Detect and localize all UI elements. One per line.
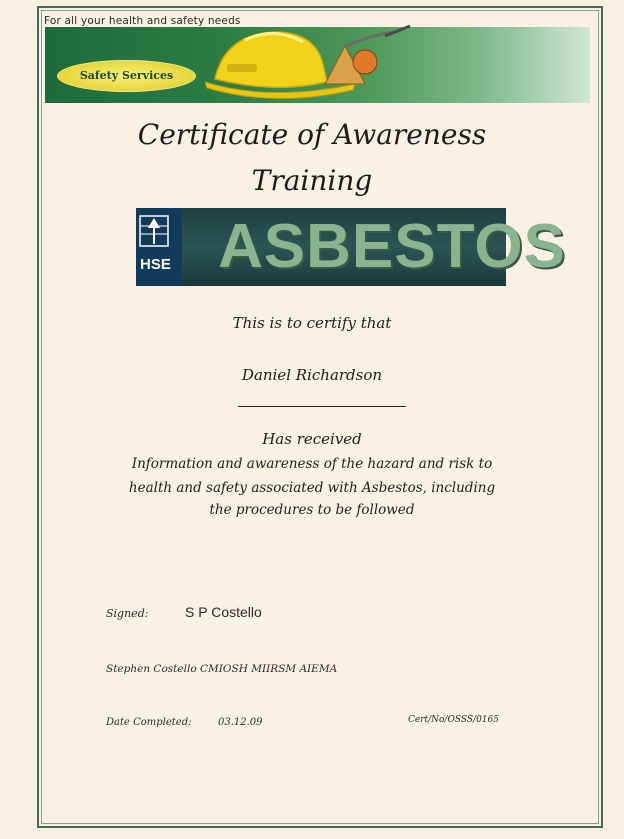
date-completed-value: 03.12.09 <box>218 717 263 728</box>
hse-label: HSE <box>140 256 171 273</box>
hse-logo <box>136 208 182 286</box>
hard-hat-icon <box>205 24 425 104</box>
date-completed-label: Date Completed: <box>106 717 192 728</box>
signatory-qualifications: Stephen Costello CMIOSH MIIRSM AIEMA <box>106 663 338 675</box>
safety-services-logo <box>57 60 196 92</box>
received-text: Has received <box>262 430 362 448</box>
description-line-1: Information and awareness of the hazard and risk to <box>131 456 493 472</box>
asbestos-word: ASBESTOS <box>218 212 566 281</box>
hse-emblem-icon <box>136 208 182 252</box>
signature: S P Costello <box>185 604 262 620</box>
description-line-3: the procedures to be followed <box>209 502 415 518</box>
name-underline <box>238 406 406 407</box>
logo-text: Safety Services <box>79 69 174 82</box>
asbestos-banner <box>136 208 566 286</box>
certificate-number: Cert/No/OSSS/0165 <box>408 715 499 725</box>
signed-label: Signed: <box>106 607 149 620</box>
certify-text: This is to certify that <box>232 314 392 332</box>
certificate-title-line2: Training <box>251 164 373 197</box>
certificate-title-line1: Certificate of Awareness <box>137 118 487 151</box>
banner-tagline: For all your health and safety needs <box>44 15 241 27</box>
description-line-2: health and safety associated with Asbestos, including <box>128 480 496 496</box>
recipient-name: Daniel Richardson <box>241 366 383 384</box>
